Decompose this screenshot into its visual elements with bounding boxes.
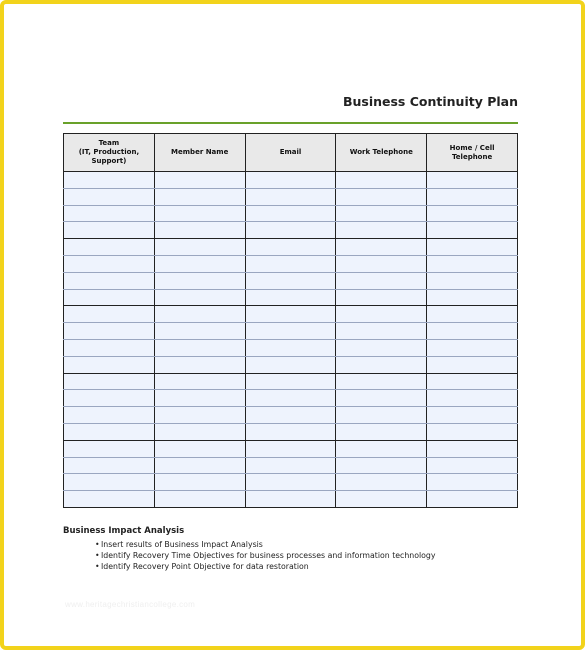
table-cell[interactable] xyxy=(336,255,427,272)
table-cell[interactable] xyxy=(427,373,518,390)
table-cell[interactable] xyxy=(336,306,427,323)
table-cell[interactable] xyxy=(154,188,245,205)
table-cell[interactable] xyxy=(336,239,427,256)
table-cell[interactable] xyxy=(336,373,427,390)
table-cell[interactable] xyxy=(427,222,518,239)
table-row xyxy=(64,255,518,272)
table-row xyxy=(64,188,518,205)
bullet-text: Insert results of Business Impact Analysis xyxy=(101,540,263,549)
header-member-name-label: Member Name xyxy=(171,148,229,156)
contact-table xyxy=(63,133,518,508)
table-cell[interactable] xyxy=(154,339,245,356)
header-home-cell-telephone-label: Home / Cell Telephone xyxy=(449,143,495,161)
table-cell[interactable] xyxy=(154,306,245,323)
table-cell[interactable] xyxy=(245,457,336,474)
watermark: www.heritagechristiancollege.com xyxy=(65,600,196,609)
table-row xyxy=(64,272,518,289)
table-cell[interactable] xyxy=(64,407,155,424)
table-cell[interactable] xyxy=(64,272,155,289)
table-row xyxy=(64,289,518,306)
table-row xyxy=(64,457,518,474)
table-cell[interactable] xyxy=(427,474,518,491)
table-cell[interactable] xyxy=(427,188,518,205)
table-row xyxy=(64,390,518,407)
table-cell[interactable] xyxy=(245,255,336,272)
table-cell[interactable] xyxy=(154,289,245,306)
bullet-icon: • xyxy=(95,562,100,571)
table-cell[interactable] xyxy=(64,339,155,356)
table-cell[interactable] xyxy=(427,205,518,222)
table-cell[interactable] xyxy=(427,323,518,340)
table-row xyxy=(64,205,518,222)
table-cell[interactable] xyxy=(336,188,427,205)
table-cell[interactable] xyxy=(245,356,336,373)
table-cell[interactable] xyxy=(245,289,336,306)
header-team-label: Team (IT, Production, Support) xyxy=(78,139,140,165)
table-cell[interactable] xyxy=(336,289,427,306)
header-team xyxy=(64,134,155,172)
table-cell[interactable] xyxy=(64,172,155,189)
table-row xyxy=(64,491,518,508)
table-row xyxy=(64,239,518,256)
table-cell[interactable] xyxy=(64,306,155,323)
table-cell[interactable] xyxy=(245,306,336,323)
table-cell[interactable] xyxy=(245,222,336,239)
bullet-text: Identify Recovery Time Objectives for business processes and information technology xyxy=(101,551,436,560)
table-cell[interactable] xyxy=(154,205,245,222)
table-cell[interactable] xyxy=(427,491,518,508)
header-member-name xyxy=(154,134,245,172)
table-cell[interactable] xyxy=(154,390,245,407)
table-cell[interactable] xyxy=(64,423,155,440)
table-cell[interactable] xyxy=(245,188,336,205)
section-heading: Business Impact Analysis xyxy=(63,526,185,536)
table-cell[interactable] xyxy=(336,356,427,373)
document-title: Business Continuity Plan xyxy=(342,94,518,109)
table-cell[interactable] xyxy=(427,356,518,373)
table-row xyxy=(64,440,518,457)
table-cell[interactable] xyxy=(336,390,427,407)
table-cell[interactable] xyxy=(154,440,245,457)
table-cell[interactable] xyxy=(154,272,245,289)
table-cell[interactable] xyxy=(245,491,336,508)
table-cell[interactable] xyxy=(64,289,155,306)
table-cell[interactable] xyxy=(336,474,427,491)
table-cell[interactable] xyxy=(336,491,427,508)
table-cell[interactable] xyxy=(154,222,245,239)
table-cell[interactable] xyxy=(64,390,155,407)
table-cell[interactable] xyxy=(64,222,155,239)
table-cell[interactable] xyxy=(154,323,245,340)
bullet-item xyxy=(95,561,523,572)
table-cell[interactable] xyxy=(427,407,518,424)
table-cell[interactable] xyxy=(64,356,155,373)
table-cell[interactable] xyxy=(245,339,336,356)
bullet-icon: • xyxy=(95,551,100,560)
bullet-item xyxy=(95,539,523,550)
table-cell[interactable] xyxy=(64,491,155,508)
table-cell[interactable] xyxy=(245,407,336,424)
table-cell[interactable] xyxy=(245,323,336,340)
table-cell[interactable] xyxy=(64,239,155,256)
table-cell[interactable] xyxy=(154,255,245,272)
table-cell[interactable] xyxy=(64,205,155,222)
table-cell[interactable] xyxy=(336,339,427,356)
header-home-cell-telephone xyxy=(427,134,518,172)
bullet-item xyxy=(95,550,523,561)
table-cell[interactable] xyxy=(427,306,518,323)
table-cell[interactable] xyxy=(427,272,518,289)
table-cell[interactable] xyxy=(245,423,336,440)
table-cell[interactable] xyxy=(245,440,336,457)
table-cell[interactable] xyxy=(336,423,427,440)
title-rule xyxy=(63,122,518,124)
header-work-telephone xyxy=(336,134,427,172)
bullet-icon: • xyxy=(95,540,100,549)
table-cell[interactable] xyxy=(245,474,336,491)
table-cell[interactable] xyxy=(427,255,518,272)
table-cell[interactable] xyxy=(154,356,245,373)
table-cell[interactable] xyxy=(427,339,518,356)
table-cell[interactable] xyxy=(336,222,427,239)
table-cell[interactable] xyxy=(64,323,155,340)
table-cell[interactable] xyxy=(336,323,427,340)
table-header-row xyxy=(64,134,518,172)
table-cell[interactable] xyxy=(336,457,427,474)
table-cell[interactable] xyxy=(245,272,336,289)
table-cell[interactable] xyxy=(427,440,518,457)
bullet-list xyxy=(63,539,523,572)
header-email-label: Email xyxy=(279,148,302,156)
table-row xyxy=(64,222,518,239)
business-impact-analysis xyxy=(63,526,523,572)
table-row xyxy=(64,172,518,189)
table-row xyxy=(64,339,518,356)
table-cell[interactable] xyxy=(427,239,518,256)
table-cell[interactable] xyxy=(64,440,155,457)
header-email xyxy=(245,134,336,172)
table-cell[interactable] xyxy=(154,457,245,474)
table-row xyxy=(64,474,518,491)
table-row xyxy=(64,373,518,390)
table-cell[interactable] xyxy=(154,373,245,390)
table-cell[interactable] xyxy=(154,491,245,508)
table-body xyxy=(64,172,518,508)
table-row xyxy=(64,356,518,373)
table-row xyxy=(64,323,518,340)
table-cell[interactable] xyxy=(64,255,155,272)
table-cell[interactable] xyxy=(245,205,336,222)
table-cell[interactable] xyxy=(245,373,336,390)
table-row xyxy=(64,407,518,424)
table-cell[interactable] xyxy=(336,272,427,289)
table-cell[interactable] xyxy=(245,172,336,189)
bullet-text: Identify Recovery Point Objective for data restoration xyxy=(101,562,309,571)
table-cell[interactable] xyxy=(245,239,336,256)
table-cell[interactable] xyxy=(427,423,518,440)
table-cell[interactable] xyxy=(427,172,518,189)
table-row xyxy=(64,423,518,440)
table-cell[interactable] xyxy=(336,172,427,189)
table-cell[interactable] xyxy=(336,407,427,424)
table-cell[interactable] xyxy=(64,373,155,390)
table-cell[interactable] xyxy=(154,172,245,189)
table-cell[interactable] xyxy=(154,407,245,424)
table-cell[interactable] xyxy=(64,457,155,474)
table-cell[interactable] xyxy=(336,440,427,457)
header-work-telephone-label: Work Telephone xyxy=(349,148,413,156)
table-row xyxy=(64,306,518,323)
table-cell[interactable] xyxy=(154,423,245,440)
table-cell[interactable] xyxy=(64,474,155,491)
table-cell[interactable] xyxy=(427,390,518,407)
table-cell[interactable] xyxy=(64,188,155,205)
table-cell[interactable] xyxy=(427,457,518,474)
table-cell[interactable] xyxy=(245,390,336,407)
table-cell[interactable] xyxy=(336,205,427,222)
table-cell[interactable] xyxy=(154,239,245,256)
table-cell[interactable] xyxy=(154,474,245,491)
table-cell[interactable] xyxy=(427,289,518,306)
